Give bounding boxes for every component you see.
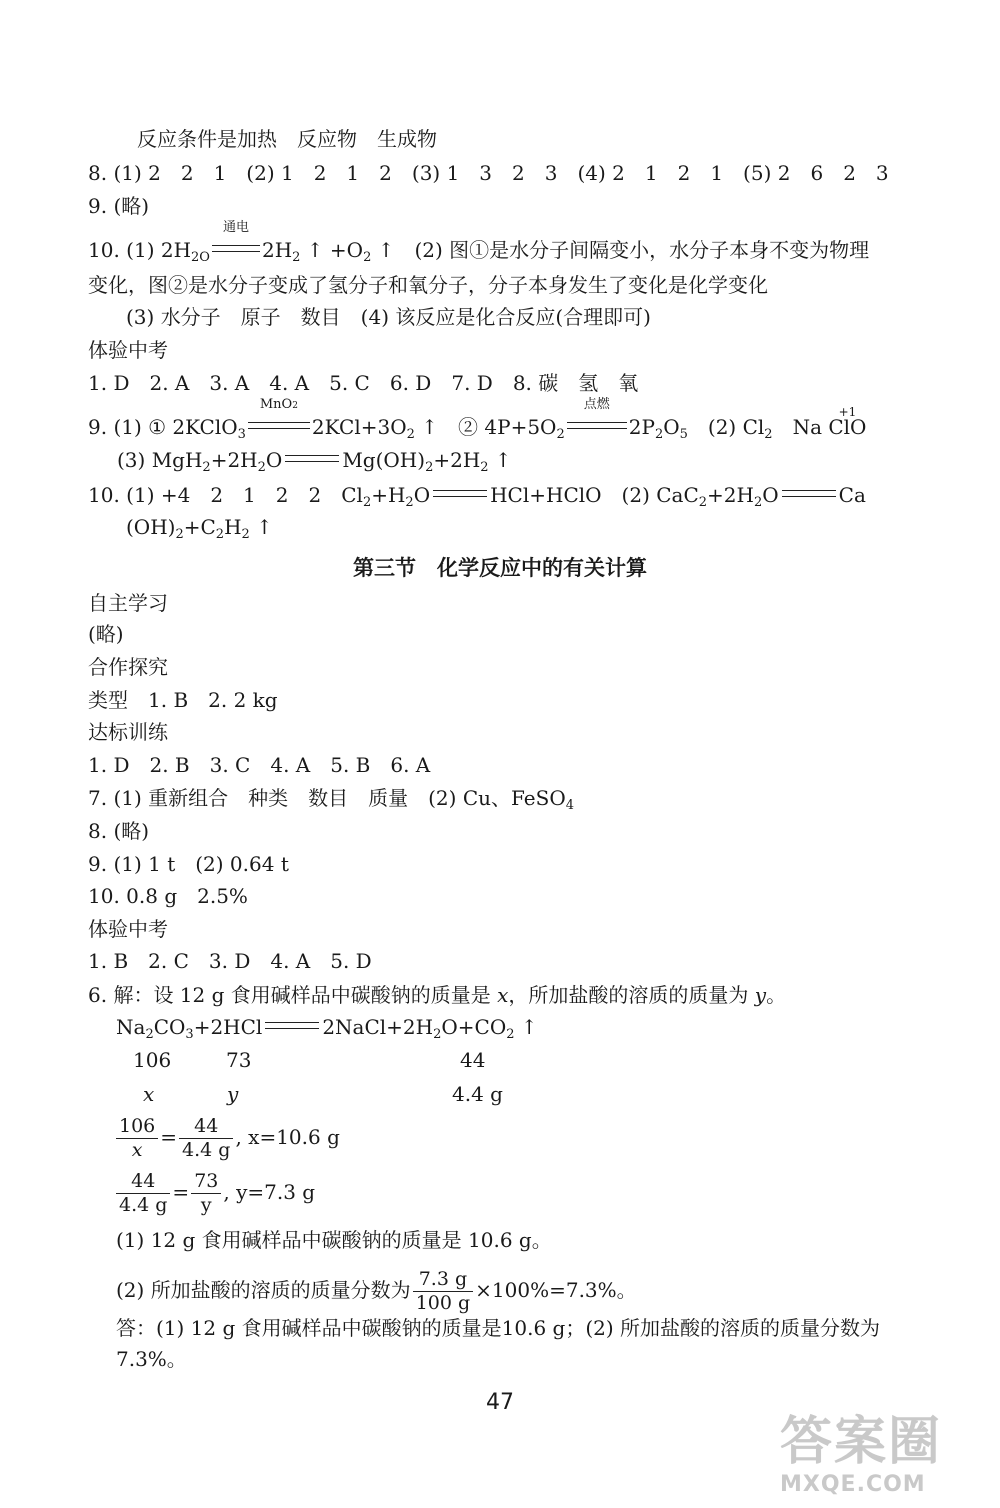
valence-label: +1 ClO: [828, 405, 867, 439]
molar-mass-106: 106: [133, 1048, 172, 1072]
unknown-y: y: [227, 1082, 239, 1106]
section-label-exam-practice: 体验中考: [88, 338, 168, 362]
answer-line-9-part3: (3) $MgH_2+2H_2O$ $Mg(OH)_2+2H_2$ ↑: [117, 448, 512, 475]
answer-line-9: 9. (略): [88, 194, 150, 218]
result-line-1: (1) 12 g 食用碱样品中碳酸钠的质量是 10.6 g。: [116, 1228, 552, 1252]
answer-summary-continued: 7.3%。: [116, 1347, 187, 1371]
answer-line-omitted: (略): [88, 622, 124, 646]
fraction: $\frac{73}{y}$: [191, 1170, 221, 1217]
section-label-self-study: 自主学习: [88, 591, 168, 615]
section-label-exam-practice-2: 体验中考: [88, 917, 168, 941]
answer-line-10-part3: (3) 水分子 原子 数目 (4) 该反应是化合反应(合理即可): [126, 305, 651, 329]
fraction: $\frac{44}{4.4 g}$: [179, 1115, 233, 1162]
reaction-condition-ignite: 点燃: [567, 414, 627, 440]
fraction: $\frac{7.3 g}{100 g}$: [413, 1268, 473, 1315]
unknown-x: x: [143, 1082, 155, 1106]
solution-equation: $Na_2CO_3+2HCl$ $2NaCl+2H_2O+CO_2$ ↑: [116, 1015, 538, 1042]
answer-line-type: 类型 1. B 2. 2 kg: [88, 688, 278, 712]
answer-line-10-mass: 10. 0.8 g 2.5%: [88, 884, 248, 908]
section-heading: 第三节 化学反应中的有关计算: [353, 555, 647, 580]
answer-line-9-equations: 9. (1) ① 2KClO$_3$ MnO2 $2KCl+3O_2$ ↑ ② $4P+5O_2$ 点燃 $2P_2O_5$ (2) $Cl_2$ Na +1 ClO: [88, 397, 867, 442]
answer-line-mc-2: 1. D 2. B 3. C 4. A 5. B 6. A: [88, 753, 431, 777]
known-mass-co2: 4.4 g: [452, 1082, 503, 1106]
answer-line-7: 7. (1) 重新组合 种类 数目 质量 (2) Cu、FeSO$_4$: [88, 786, 574, 813]
watermark-logo: 答案圈 MXQE.COM: [780, 1412, 943, 1497]
answer-line-reaction-condition: 反应条件是加热 反应物 生成物: [137, 127, 437, 151]
answer-line-8-omitted: 8. (略): [88, 819, 150, 843]
result-line-2: (2) 所加盐酸的溶质的质量分数为 $\frac{7.3 g}{100 g}$ ×100%=7.3%。: [116, 1268, 637, 1314]
section-label-cooperative-inquiry: 合作探究: [88, 655, 168, 679]
answer-line-8: 8. (1) 2 2 1 (2) 1 2 1 2 (3) 1 3 2 3 (4) 2 1 2 1 (5) 2 6 2 3: [88, 161, 889, 185]
reaction-condition-electrolysis: 通电: [212, 237, 260, 263]
answer-line-mc-1: 1. D 2. A 3. A 4. A 5. C 6. D 7. D 8. 碳 氢 氧: [88, 371, 639, 395]
answer-line-9-mass: 9. (1) 1 t (2) 0.64 t: [88, 852, 289, 876]
solution-intro: 6. 解：设 12 g 食用碱样品中碳酸钠的质量是 x，所加盐酸的溶质的质量为 y。: [88, 983, 787, 1007]
molar-mass-73: 73: [226, 1048, 252, 1072]
fraction: $\frac{44}{4.4 g}$: [116, 1170, 170, 1217]
section-label-standard-training: 达标训练: [88, 720, 168, 744]
proportion-y: $\frac{44}{4.4 g}$ = $\frac{73}{y}$ , y=7.3 g: [114, 1170, 315, 1217]
answer-summary: 答：(1) 12 g 食用碱样品中碳酸钠的质量是10.6 g；(2) 所加盐酸的溶质的质量分数为: [116, 1316, 881, 1340]
molar-mass-44: 44: [460, 1048, 486, 1072]
proportion-x: $\frac{106}{x}$ = $\frac{44}{4.4 g}$ , x=10.6 g: [114, 1115, 340, 1162]
fraction: $\frac{106}{x}$: [116, 1115, 158, 1162]
page-number: 47: [486, 1390, 514, 1415]
answer-line-10-equation: 10. (1) $2H_{2O}$ 通电 $2H_2$ ↑ $+O_2$ ↑ (2) 图①是水分子间隔变小，水分子本身不变为物理: [88, 220, 870, 265]
answer-line-10-exam: 10. (1) +4 2 1 2 2 $Cl_2+H_2O$ HCl+HClO (2) $CaC_2+2H_2O$ Ca: [88, 483, 866, 510]
answer-line-mc-3: 1. B 2. C 3. D 4. A 5. D: [88, 949, 372, 973]
reaction-condition-catalyst: MnO2: [248, 414, 310, 440]
answer-line-10-continued: 变化，图②是水分子变成了氢分子和氧分子，分子本身发生了变化是化学变化: [88, 273, 768, 297]
answer-line-10-exam-continued: $(OH)_2+C_2H_2$ ↑: [126, 515, 273, 542]
